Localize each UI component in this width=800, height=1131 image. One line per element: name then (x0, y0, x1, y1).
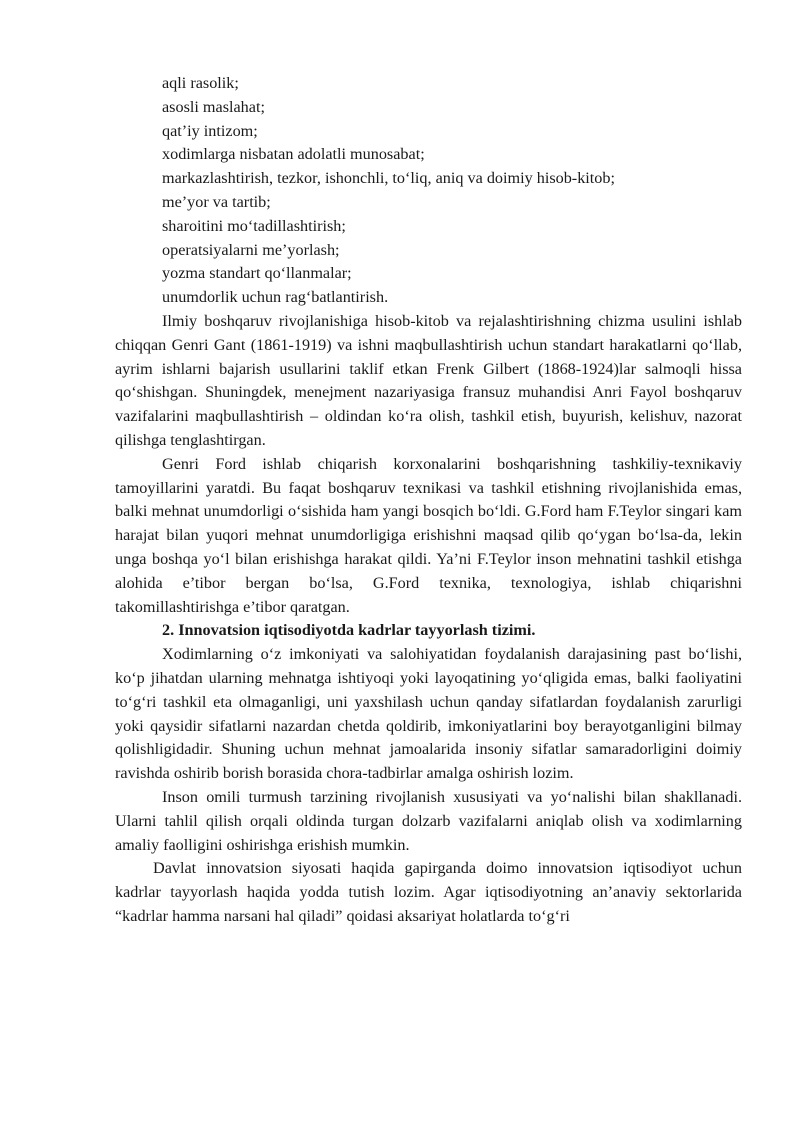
paragraph-employee-potential: Xodimlarning o‘z imkoniyati va salohiyatidan foydalanish darajasining past bo‘lishi, ko‘p jihatdan ularning mehnatga ishtiyoqi yoki layoqatining yo‘qligida emas, balki faoliyatini to‘g‘ri tashkil eta olmaganligi, uni yaxshilash uchun qanday sifatlardan foydalanish zarurligi yoki qaysidir sifatlarni nazardan chetda qoldirib, imkoniyatlarini boy berayotganligini bilmay qolishligidadir. Shuning uchun mehnat jamoalarida insoniy sifatlar samaradorligini doimiy ravishda oshirib borish borasida chora-tadbirlar amalga oshirish lozim. (115, 645, 742, 783)
list-item: me’yor va tartib; (162, 192, 271, 211)
list-item: aqli rasolik; (162, 74, 239, 92)
paragraph-state-innovation-policy: Davlat innovatsion siyosati haqida gapirganda doimo innovatsion iqtisodiyot uchun kadrlar tayyorlash haqida yodda tutish lozim. Agar iqtisodiyotning an’anaviy sektorlarida “kadrlar hamma narsani hal qiladi” qoidasi aksariyat holatlarda to‘g‘ri (115, 859, 742, 925)
paragraph-human-factor: Inson omili turmush tarzining rivojlanish xususiyati va yo‘nalishi bilan shakllanadi. Ularni tahlil qilish orqali oldinda turgan dolzarb vazifalarni aniqlab olish va xodimlarning amaliy faolligini oshirishga erishish mumkin. (115, 787, 742, 854)
paragraph-ford: Genri Ford ishlab chiqarish korxonalarini boshqarishning tashkiliy-texnikaviy tamoyillarini yaratdi. Bu faqat boshqaruv texnikasi va tashkil etishning rivojlanishida emas, balki mehnat unumdorligi o‘sishida ham yangi bosqich bo‘ldi. G.Ford ham F.Teylor singari kam harajat bilan yuqori mehnat unumdorligiga erishishni maqsad qilib qo‘ygan bo‘lsa-da, lekin unga boshqa yo‘l bilan erishishga harakat qildi. Ya’ni F.Teylor inson mehnatini tashkil etishga alohida e’tibor bergan bo‘lsa, G.Ford texnika, texnologiya, ishlab chiqarishni takomillashtirishga e’tibor qaratgan. (115, 454, 742, 616)
list-item: xodimlarga nisbatan adolatli munosabat; (162, 145, 425, 164)
document-page (115, 72, 742, 929)
section-heading: 2. Innovatsion iqtisodiyotda kadrlar tayyorlash tizimi. (162, 621, 536, 640)
list-item: operatsiyalarni me’yorlash; (162, 240, 340, 259)
principles-list (115, 72, 742, 310)
list-item: unumdorlik uchun rag‘batlantirish. (162, 288, 389, 307)
list-item: yozma standart qo‘llanmalar; (162, 264, 352, 283)
paragraph-gant-gilbert-fayol: Ilmiy boshqaruv rivojlanishiga hisob-kitob va rejalashtirishning chizma usulini ishlab chiqqan Genri Gant (1861-1919) va ishni maqbullashtirish uchun standart harakatlarni qo‘llab, ayrim ishlarni bajarish usullarini taklif etkan Frenk Gilbert (1868-1924)lar salmoqli hissa qo‘shishgan. Shuningdek, menejment nazariyasiga fransuz muhandisi Anri Fayol boshqaruv vazifalarini maqbullashtirish – oldindan ko‘ra olish, tashkil etish, buyurish, kelishuv, nazorat qilishga tenglashtirgan. (115, 311, 742, 449)
list-item: sharoitini mo‘tadillashtirish; (162, 216, 346, 235)
list-item: markazlashtirish, tezkor, ishonchli, to‘liq, aniq va doimiy hisob-kitob; (162, 169, 615, 188)
list-item: asosli maslahat; (162, 97, 265, 116)
list-item: qat’iy intizom; (162, 121, 258, 140)
